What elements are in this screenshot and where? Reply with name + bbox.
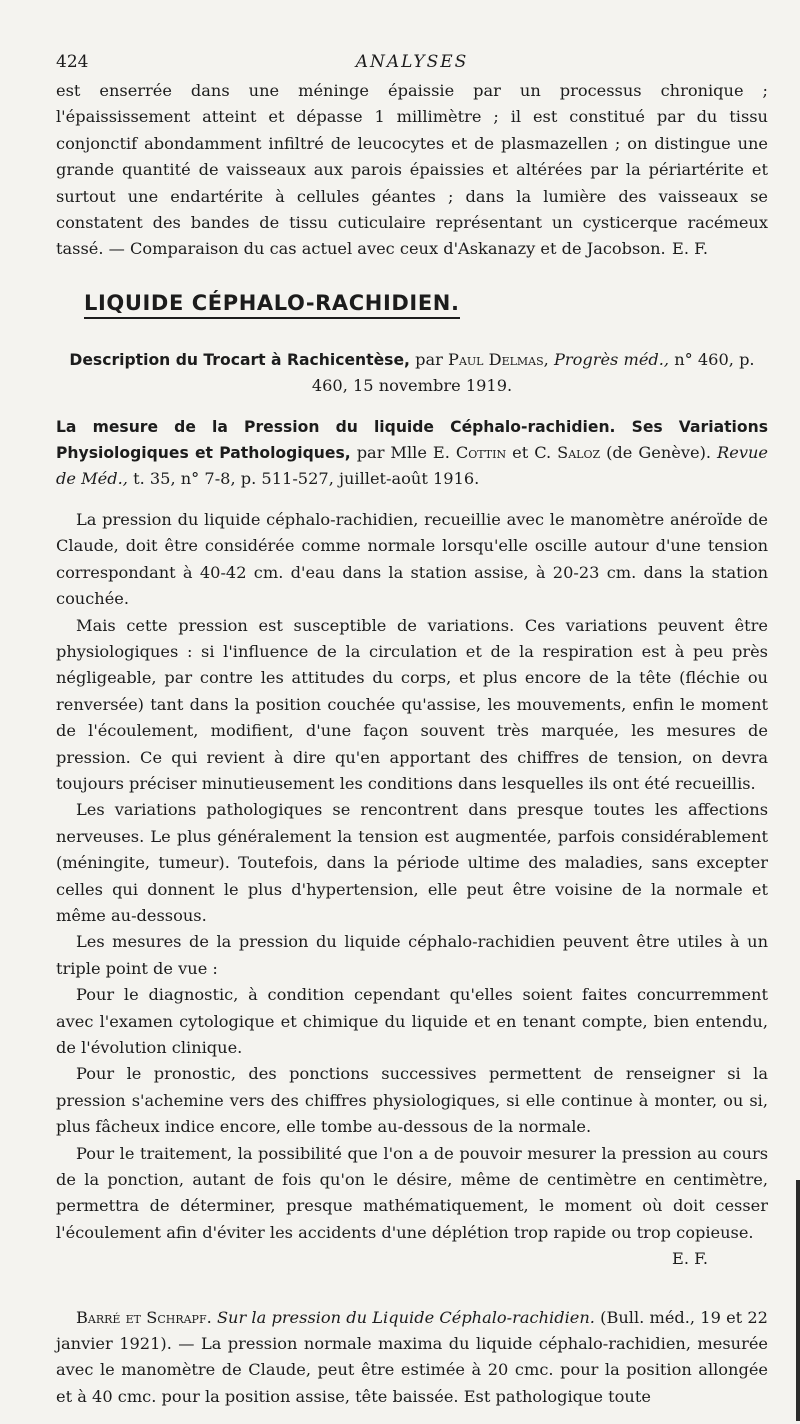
- entry-pression-signature: E. F.: [672, 1249, 708, 1269]
- entry-pression-title: La mesure de la Pression du liquide Céphalo-rachidien. Ses Variations Physiologiques et Pathologiques,: [56, 417, 768, 463]
- entry-trocart-par: par: [415, 349, 443, 369]
- entry-barre-paragraph: [56, 1305, 768, 1411]
- entry-trocart-author: Paul Delmas,: [448, 349, 549, 369]
- continuation-paragraph: [56, 78, 768, 263]
- entry-pression-place: (de Genève).: [606, 443, 712, 463]
- continuation-text: est enserrée dans une méninge épaissie par un processus chronique ; l'épaississement atteint et dépasse 1 millimètre ; il est constitué par du tissu conjonctif abondamment infiltré de leucocytes et de plasmazellen ; on distingue une grande quantité de vaisseaux aux parois épaissies et altérées par la périartérite et surtout une endartérite à cellules géantes ; dans la lumière des vaisseaux se constatent des bandes de tissu cuticulaire représentant un cysticerque racémeux tassé. — Comparaison du cas actuel avec ceux d'Askanazy et de Jacobson.: [56, 81, 768, 259]
- page-edge-shadow: [796, 1180, 800, 1421]
- paragraph-3: Les variations pathologiques se rencontrent dans presque toutes les affections nerveuses. Le plus généralement la tension est augmentée, parfois considérablement (méningite, tumeur). Toutefois, dans la période ultime des maladies, sans excepter celles qui donnent le plus d'hypertension, elle peut être voisine de la normale et même au-dessous.: [56, 800, 768, 925]
- entry-trocart-citation: [56, 347, 768, 400]
- entry-pression-par: par Mlle: [356, 443, 427, 463]
- section-title: LIQUIDE CÉPHALO-RACHIDIEN.: [84, 291, 460, 319]
- entry-trocart-journal: Progrès méd.,: [553, 349, 670, 369]
- paragraph-1: La pression du liquide céphalo-rachidien, recueillie avec le manomètre anéroïde de Claude, doit être considérée comme normale lorsqu'elle oscille autour d'une tension correspondant à 40-42 cm. d'eau dans la station assise, à 20-23 cm. dans la station couchée.: [56, 509, 768, 609]
- page: [56, 52, 768, 1424]
- entry-trocart-title: Description du Trocart à Rachicentèse,: [69, 350, 410, 369]
- entry-pression-author1: E. Cottin: [432, 443, 507, 463]
- entry-pression-et: et: [512, 443, 529, 463]
- entry-trocart-ref: n° 460, p. 460, 15 novembre 1919.: [311, 349, 755, 396]
- paragraph-4: Les mesures de la pression du liquide céphalo-rachidien peuvent être utiles à un triple point de vue :: [56, 932, 768, 978]
- entry-pression: [56, 414, 768, 1273]
- running-header: [56, 52, 768, 78]
- entry-pression-author2: C. Saloz: [534, 443, 601, 463]
- entry-pression-journal: Revue de Méd.,: [56, 443, 768, 489]
- entry-trocart: [56, 347, 768, 400]
- entry-pression-ref: t. 35, n° 7-8, p. 511-527, juillet-août 1916.: [133, 469, 480, 489]
- page-number: 424: [56, 52, 89, 72]
- running-title: ANALYSES: [355, 52, 469, 72]
- entry-barre-authors: Barré et Schrapf.: [76, 1307, 212, 1327]
- paragraph-6: Pour le pronostic, des ponctions successives permettent de renseigner si la pression s'achemine vers des chiffres physiologiques, si elle continue à monter, ou si, plus fâcheux indice encore, elle tombe au-dessous de la normale.: [56, 1064, 768, 1137]
- entry-barre: [56, 1305, 768, 1411]
- entry-barre-title: Sur la pression du Liquide Céphalo-rachidien.: [216, 1307, 595, 1327]
- continuation-signature: E. F.: [672, 239, 708, 259]
- paragraph-5: Pour le diagnostic, à condition cependant qu'elles soient faites concurremment avec l'examen cytologique et chimique du liquide et en tenant compte, bien entendu, de l'évolution clinique.: [56, 985, 768, 1057]
- entry-pression-citation: [56, 414, 768, 493]
- paragraph-7: Pour le traitement, la possibilité que l'on a de pouvoir mesurer la pression au cours de la ponction, autant de fois qu'on le désire, même de centimètre en centimètre, permettra de déterminer, presque mathématiquement, le moment où doit cesser l'écoulement afin d'éviter les accidents d'une déplétion trop rapide ou trop copieuse.: [56, 1143, 768, 1242]
- paragraph-2: Mais cette pression est susceptible de variations. Ces variations peuvent être physiologiques : si l'influence de la circulation et de la respiration est à peu près négligeable, par contre les attitudes du corps, et plus encore de la tête (fléchie ou renversée) tant dans la position couchée qu'assise, les mouvements, enfin le moment de l'écoulement, modifient, d'une façon souvent très marquée, les mesures de pression. Ce qui revient à dire qu'en apportant des chiffres de tension, on devra toujours préciser minutieusement les conditions dans lesquelles ils ont été recueillis.: [56, 615, 768, 793]
- entry-barre-text: (Bull. méd., 19 et 22 janvier 1921). — La pression normale maxima du liquide céphalo-rachidien, mesurée avec le manomètre de Claude, peut être estimée à 20 cmc. pour la position allongée et à 40 cmc. pour la position assise, tête baissée. Est pathologique toute: [56, 1307, 768, 1406]
